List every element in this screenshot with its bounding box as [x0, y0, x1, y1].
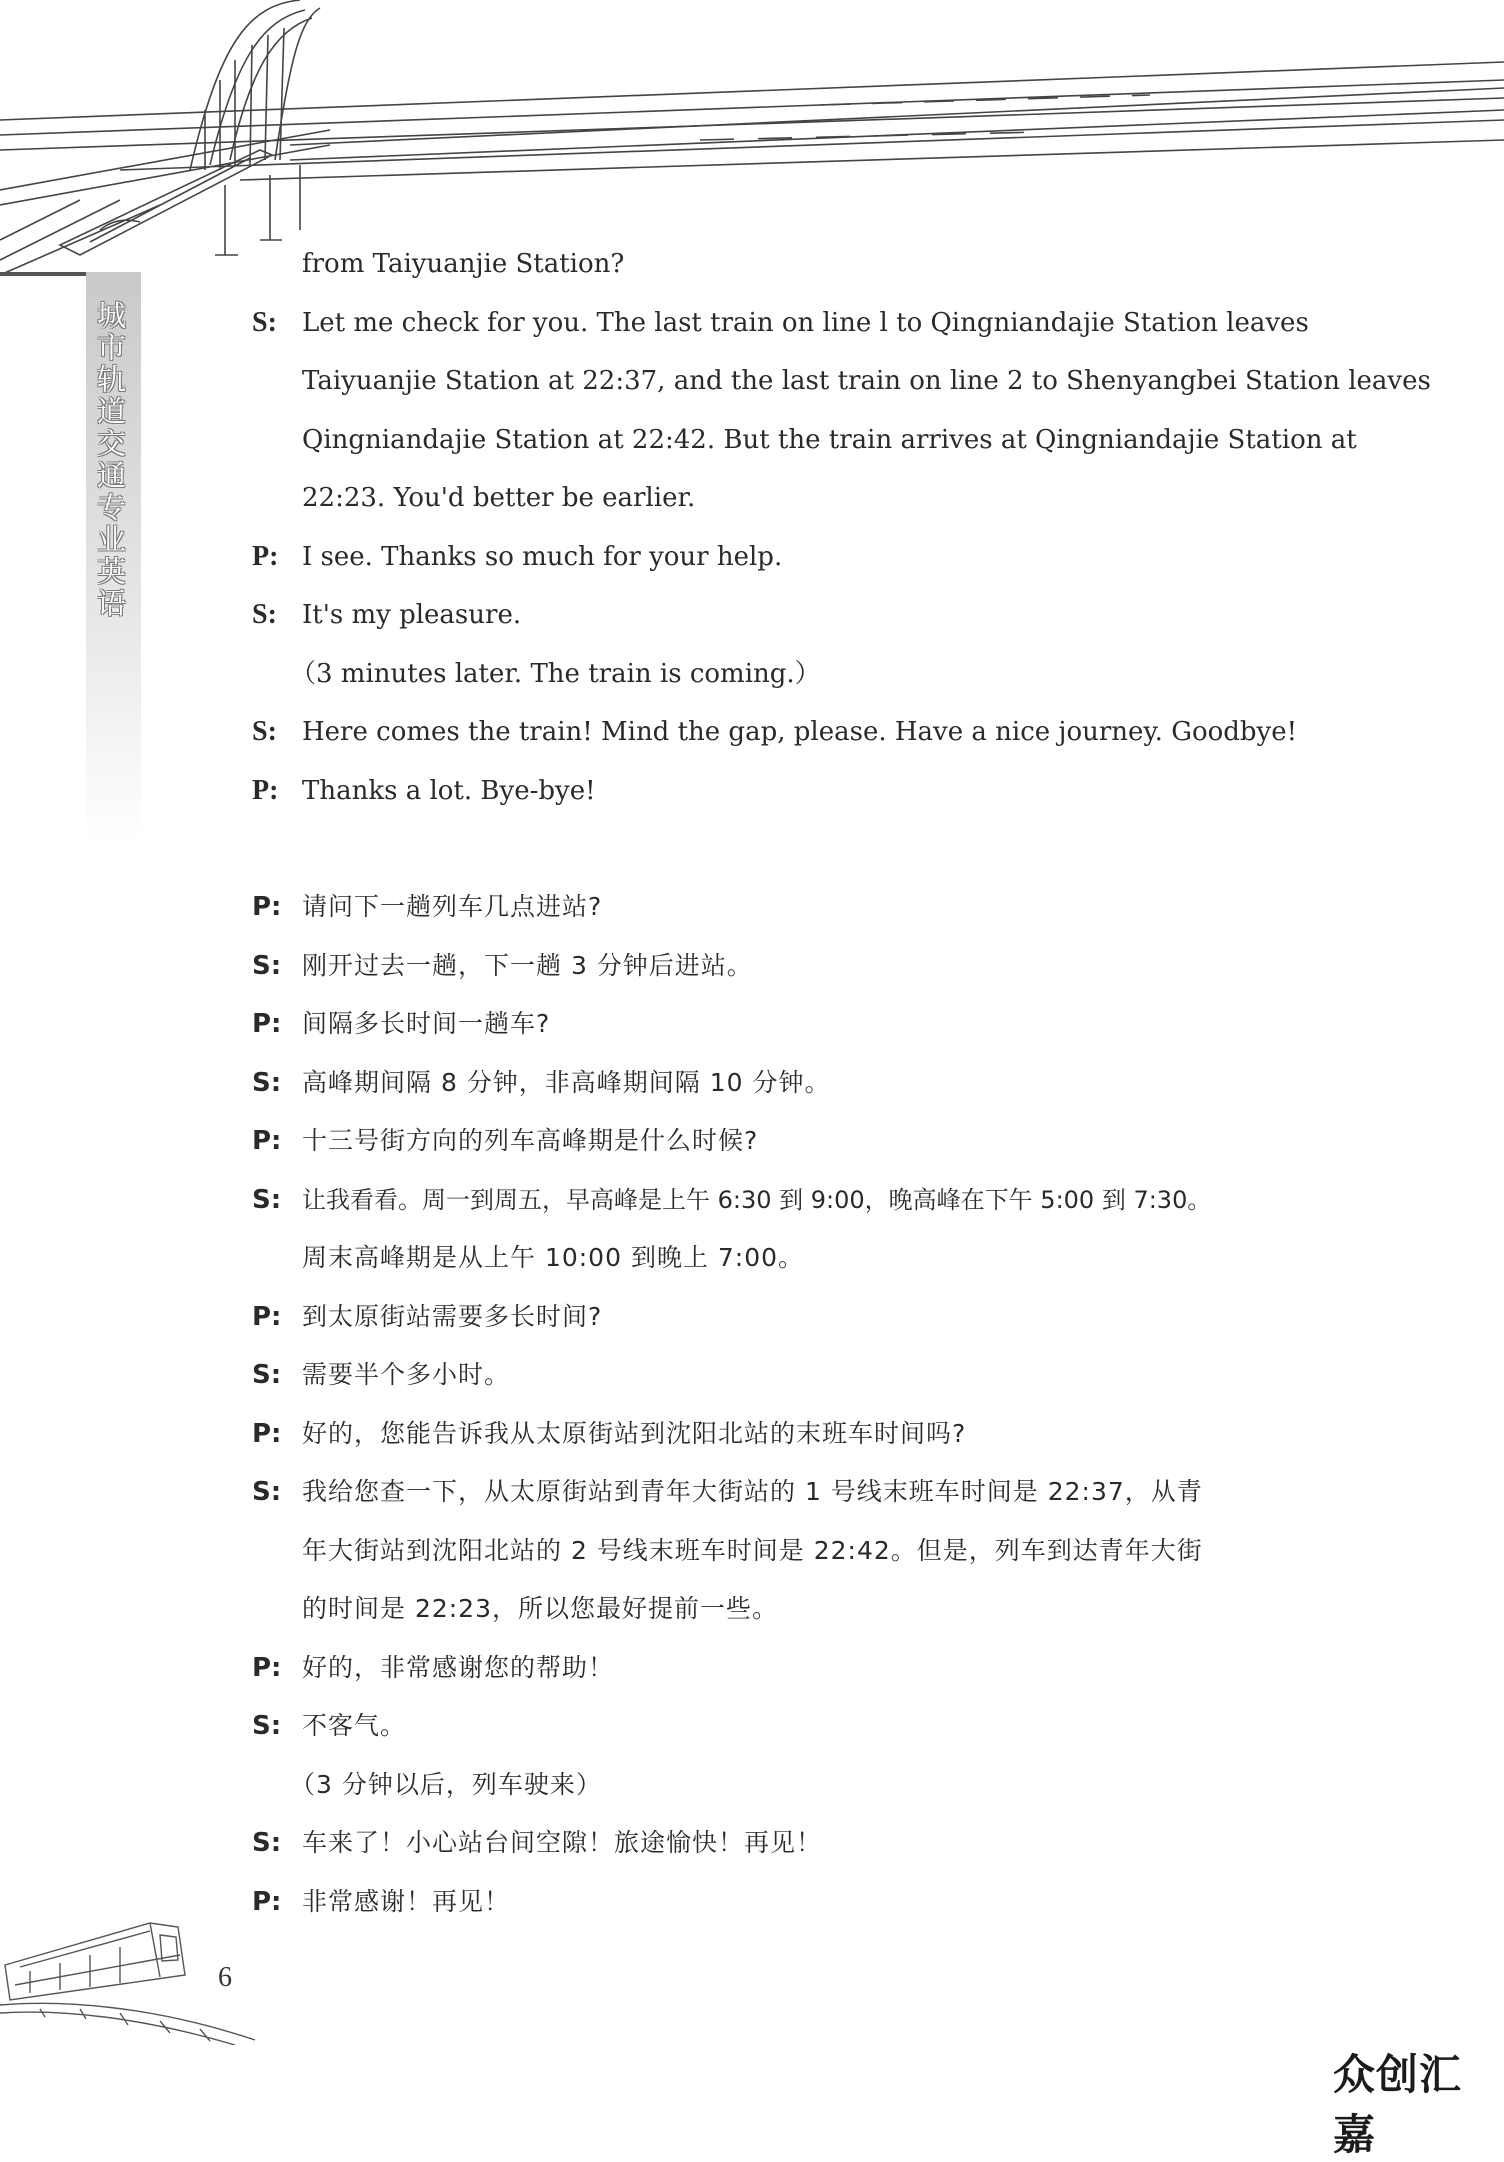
dialogue-text: 请问下一趟列车几点进站?	[302, 892, 603, 921]
watermark-logo: 众创汇嘉	[1333, 2050, 1463, 2159]
speaker-label: P:	[252, 1126, 282, 1156]
english-line	[252, 235, 1292, 294]
dialogue-text: Let me check for you. The last train on line l to Qingniandajie Station leaves	[302, 307, 1309, 338]
dialogue-text: 车来了！小心站台间空隙！旅途愉快！再见！	[302, 1828, 823, 1857]
speaker-label: S:	[252, 1711, 282, 1741]
dialogue-text: It's my pleasure.	[302, 600, 522, 630]
stage-direction: （3 minutes later. The train is coming.）	[290, 658, 821, 689]
english-line	[252, 528, 1292, 587]
chinese-line	[252, 1171, 1292, 1230]
english-line	[252, 645, 1292, 704]
dialogue-text: 需要半个多小时。	[302, 1360, 511, 1389]
dialogue-text: 让我看看。周一到周五，早高峰是上午 6:30 到 9:00，晚高峰在下午 5:00 到 7:30。	[302, 1185, 1212, 1214]
speaker-label: S:	[252, 1360, 282, 1390]
speaker-label: S:	[252, 306, 277, 338]
english-line	[252, 703, 1298, 762]
chinese-line	[252, 1229, 1292, 1288]
chinese-line	[252, 1288, 1292, 1347]
speaker-label: S:	[252, 716, 277, 747]
speaker-label: P:	[252, 1009, 282, 1039]
dialogue-text: 不客气。	[302, 1711, 407, 1740]
chinese-line	[252, 1112, 1292, 1171]
chinese-line	[252, 1054, 1292, 1113]
dialogue-content	[252, 235, 1431, 1931]
dialogue-text: 非常感谢！再见！	[302, 1886, 511, 1916]
stage-direction: （3 分钟以后，列车驶来）	[290, 1769, 602, 1799]
dialogue-text: 的时间是 22:23，所以您最好提前一些。	[302, 1594, 778, 1623]
dialogue-text: I see. Thanks so much for your help.	[302, 541, 783, 572]
dialogue-text: 好的，非常感谢您的帮助！	[302, 1652, 615, 1682]
speaker-label: P:	[252, 1886, 282, 1917]
english-line	[252, 411, 1357, 470]
speaker-label: S:	[252, 1184, 282, 1215]
dialogue-text: 间隔多长时间一趟车?	[302, 1009, 551, 1038]
speaker-label: S:	[252, 1828, 282, 1858]
english-line	[252, 352, 1431, 411]
english-line	[252, 762, 1292, 821]
speaker-label: S:	[252, 599, 277, 630]
chinese-line	[252, 937, 1292, 996]
speaker-label: S:	[252, 1067, 282, 1098]
dialogue-text: Qingniandajie Station at 22:42. But the train arrives at Qingniandajie Station at	[302, 424, 1357, 455]
chinese-line	[252, 1697, 1292, 1756]
chinese-line	[252, 995, 1292, 1054]
dialogue-text: Thanks a lot. Bye-bye!	[302, 775, 596, 806]
dialogue-text: 刚开过去一趟，下一趟 3 分钟后进站。	[302, 950, 753, 980]
dialogue-text: 我给您查一下，从太原街站到青年大街站的 1 号线末班车时间是 22:37，从青	[302, 1477, 1203, 1506]
speaker-label: S:	[252, 1477, 282, 1507]
english-line	[252, 294, 1309, 353]
english-line	[252, 586, 1292, 645]
chinese-line	[252, 1580, 1292, 1639]
chinese-line	[252, 1522, 1292, 1581]
chinese-line	[252, 1814, 1292, 1873]
dialogue-text: 好的，您能告诉我从太原街站到沈阳北站的末班车时间吗?	[302, 1418, 967, 1448]
dialogue-text: Taiyuanjie Station at 22:37, and the last train on line 2 to Shenyangbei Station leaves	[302, 366, 1431, 396]
dialogue-text: 十三号街方向的列车高峰期是什么时候?	[302, 1126, 759, 1155]
chinese-line	[252, 1639, 1292, 1698]
dialogue-text: Here comes the train! Mind the gap, please. Have a nice journey. Goodbye!	[302, 717, 1298, 747]
chinese-line	[252, 1463, 1292, 1522]
dialogue-text: 到太原街站需要多长时间?	[302, 1301, 603, 1331]
dialogue-text: 高峰期间隔 8 分钟，非高峰期间隔 10 分钟。	[302, 1067, 831, 1097]
chinese-line	[252, 1405, 1292, 1464]
speaker-label: P:	[252, 540, 279, 572]
dialogue-text: from Taiyuanjie Station?	[302, 249, 625, 279]
dialogue-text: 22:23. You'd better be earlier.	[302, 483, 696, 513]
speaker-label: P:	[252, 1301, 282, 1332]
speaker-label: P:	[252, 1418, 282, 1449]
dialogue-text: 周末高峰期是从上午 10:00 到晚上 7:00。	[302, 1243, 805, 1272]
chinese-line	[252, 1873, 1292, 1932]
chinese-line	[252, 878, 1292, 937]
english-line	[252, 469, 1292, 528]
section-gap	[252, 820, 1292, 878]
speaker-label: P:	[252, 774, 279, 806]
speaker-label: P:	[252, 892, 282, 922]
chinese-line	[252, 1346, 1292, 1405]
chinese-line	[252, 1756, 1292, 1815]
dialogue-text: 年大街站到沈阳北站的 2 号线末班车时间是 22:42。但是，列车到达青年大街	[302, 1535, 1203, 1565]
speaker-label: S:	[252, 950, 282, 981]
page-number: 6	[218, 1962, 232, 1993]
speaker-label: P:	[252, 1652, 282, 1683]
book-title-vertical: 城市轨道交通专业英语	[93, 300, 127, 620]
